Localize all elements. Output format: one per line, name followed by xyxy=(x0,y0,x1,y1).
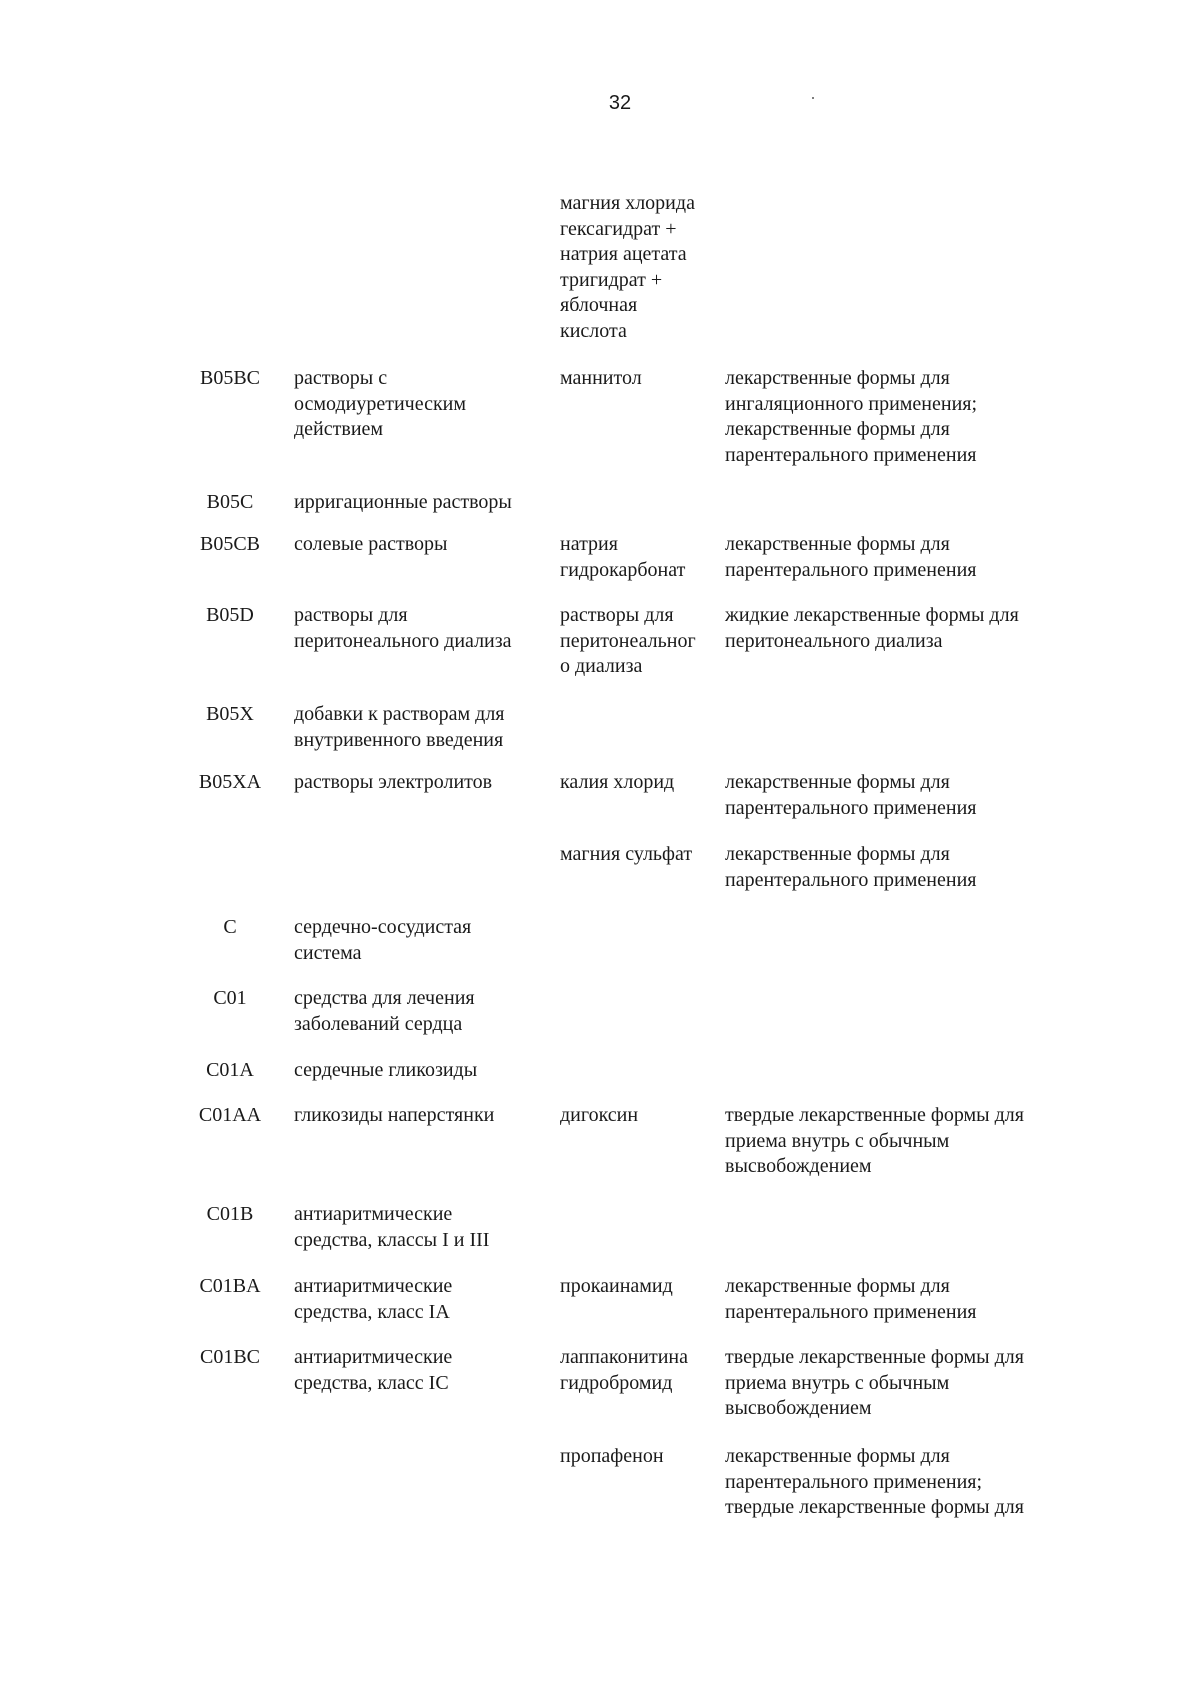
page-number: 32 xyxy=(608,92,632,114)
drug-name: калия хлорид xyxy=(560,771,675,793)
atc-code: B05D xyxy=(206,604,254,626)
atc-code: B05BC xyxy=(199,367,261,389)
dosage-form: твердые лекарственные формы для приема внутрь с обычным высвобождением xyxy=(725,1104,1024,1177)
drug-name: магния хлорида гексагидрат + натрия ацетата тригидрат + яблочная кислота xyxy=(560,192,695,342)
anatomical-group-name: добавки к растворам для внутривенного введения xyxy=(294,703,505,751)
dosage-form: лекарственные формы для ингаляционного применения; лекарственные формы для парентерального применения xyxy=(725,367,978,466)
atc-code: C01BA xyxy=(199,1275,261,1297)
dosage-form: лекарственные формы для парентерального применения xyxy=(725,533,977,581)
drug-name: натрия гидрокарбонат xyxy=(560,533,686,581)
atc-code: B05C xyxy=(206,491,254,513)
atc-code: C01 xyxy=(213,987,247,1009)
anatomical-group-name: солевые растворы xyxy=(294,533,448,555)
dosage-form: лекарственные формы для парентерального применения; твердые лекарственные формы для xyxy=(725,1445,1024,1518)
atc-code: C01AA xyxy=(198,1104,262,1126)
anatomical-group-name: гликозиды наперстянки xyxy=(294,1104,495,1126)
drug-name: растворы для перитонеальног о диализа xyxy=(560,604,696,677)
atc-code: C01B xyxy=(206,1203,254,1225)
anatomical-group-name: растворы электролитов xyxy=(294,771,493,793)
anatomical-group-name: растворы для перитонеального диализа xyxy=(294,604,512,652)
atc-code: B05X xyxy=(206,703,254,725)
anatomical-group-name: антиаритмические средства, класс IC xyxy=(294,1346,453,1394)
dosage-form: лекарственные формы для парентерального применения xyxy=(725,1275,977,1323)
dosage-form: твердые лекарственные формы для приема внутрь с обычным высвобождением xyxy=(725,1346,1024,1419)
drug-name: лаппаконитина гидробромид xyxy=(560,1346,689,1394)
anatomical-group-name: антиаритмические средства, класс IA xyxy=(294,1275,453,1323)
drug-name: пропафенон xyxy=(560,1445,664,1467)
atc-code: C xyxy=(223,916,237,938)
drug-name: дигоксин xyxy=(560,1104,639,1126)
dosage-form: лекарственные формы для парентерального применения xyxy=(725,771,977,819)
atc-code: C01A xyxy=(206,1059,254,1081)
dosage-form: лекарственные формы для парентерального применения xyxy=(725,843,977,891)
atc-code: B05CB xyxy=(199,533,261,555)
anatomical-group-name: ирригационные растворы xyxy=(294,491,512,513)
anatomical-group-name: средства для лечения заболеваний сердца xyxy=(294,987,475,1035)
anatomical-group-name: растворы с осмодиуретическим действием xyxy=(294,367,467,440)
dosage-form: жидкие лекарственные формы для перитонеального диализа xyxy=(725,604,1019,652)
atc-code: C01BC xyxy=(199,1346,261,1368)
scan-speck xyxy=(812,97,814,99)
atc-code: B05XA xyxy=(198,771,262,793)
anatomical-group-name: сердечно-сосудистая система xyxy=(294,916,472,964)
anatomical-group-name: сердечные гликозиды xyxy=(294,1059,478,1081)
drug-name: магния сульфат xyxy=(560,843,693,865)
drug-name: прокаинамид xyxy=(560,1275,673,1297)
drug-name: маннитол xyxy=(560,367,642,389)
anatomical-group-name: антиаритмические средства, классы I и III xyxy=(294,1203,490,1251)
